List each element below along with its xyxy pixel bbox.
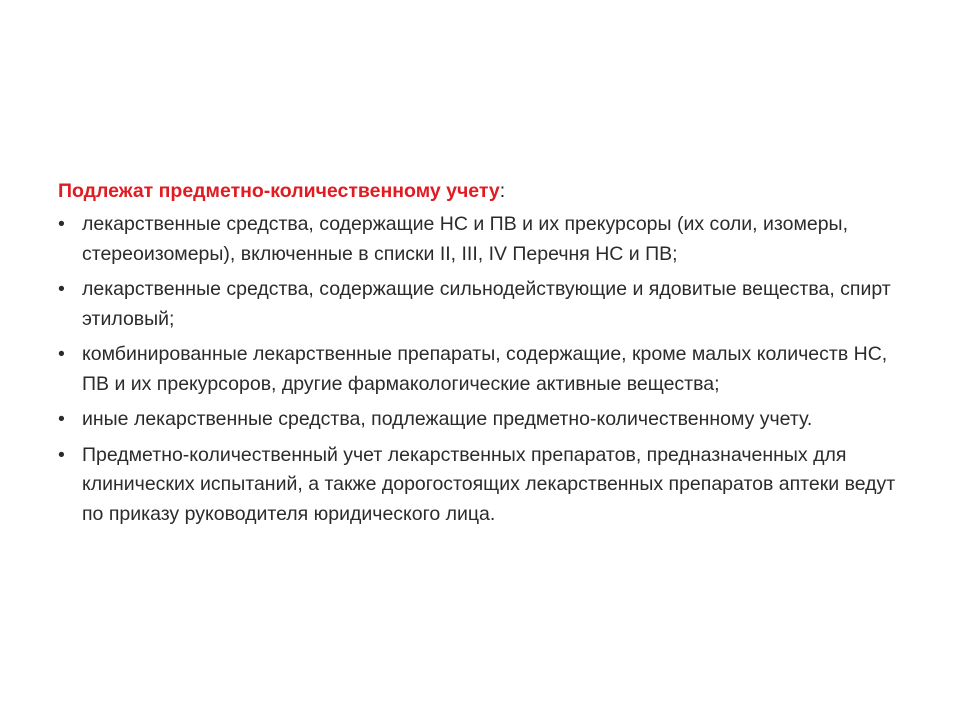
bullet-text: комбинированные лекарственные препараты, содержащие, кроме малых количеств НС, ПВ и их прекурсоров, другие фармакологические активные вещества; bbox=[82, 343, 888, 395]
heading-suffix: : bbox=[499, 180, 506, 202]
bullet-item bbox=[58, 210, 908, 269]
bullet-text: лекарственные средства, содержащие НС и ПВ и их прекурсоры (их соли, изомеры, стереоизомеры), включенные в списки II, III, IV Перечня НС и ПВ; bbox=[82, 213, 848, 265]
bullet-text: Предметно-количественный учет лекарственных препаратов, предназначенных для клинических испытаний, а также дорогостоящих лекарственных препаратов аптеки ведут по приказу руководителя юридического лица. bbox=[82, 443, 896, 525]
bullet-icon: • bbox=[58, 278, 65, 300]
bullet-item bbox=[58, 441, 908, 530]
bullet-list bbox=[58, 210, 908, 529]
bullet-item bbox=[58, 340, 908, 399]
bullet-text: иные лекарственные средства, подлежащие предметно-количественному учету. bbox=[82, 408, 813, 430]
bullet-icon: • bbox=[58, 343, 65, 365]
bullet-item bbox=[58, 405, 908, 435]
bullet-text: лекарственные средства, содержащие сильнодействующие и ядовитые вещества, спирт этиловый; bbox=[82, 278, 891, 330]
bullet-item bbox=[58, 275, 908, 334]
slide-heading bbox=[58, 176, 908, 206]
heading-accent-text: Подлежат предметно-количественному учету bbox=[58, 180, 500, 202]
bullet-icon: • bbox=[58, 408, 65, 430]
bullet-icon: • bbox=[58, 213, 65, 235]
slide-content bbox=[58, 176, 908, 535]
bullet-icon: • bbox=[58, 443, 65, 466]
